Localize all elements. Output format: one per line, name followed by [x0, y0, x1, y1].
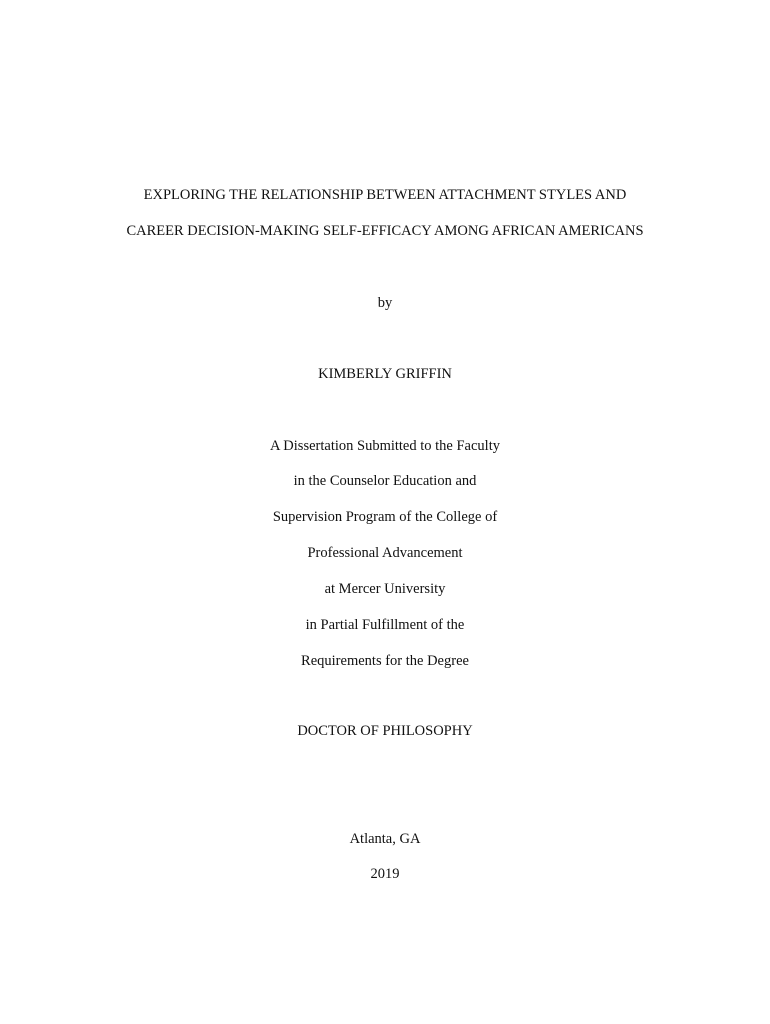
- author-name: KIMBERLY GRIFFIN: [318, 366, 452, 382]
- location: Atlanta, GA: [349, 831, 421, 847]
- title-line-1: EXPLORING THE RELATIONSHIP BETWEEN ATTACHMENT STYLES AND: [143, 187, 627, 203]
- submission-line-6: in Partial Fulfillment of the: [305, 617, 465, 633]
- by-label: by: [377, 295, 393, 311]
- submission-line-5: at Mercer University: [324, 581, 446, 597]
- submission-line-1: A Dissertation Submitted to the Faculty: [270, 438, 500, 454]
- submission-line-3: Supervision Program of the College of: [272, 509, 498, 525]
- submission-line-4: Professional Advancement: [307, 545, 463, 561]
- year: 2019: [370, 866, 400, 882]
- submission-line-7: Requirements for the Degree: [301, 653, 469, 669]
- title-line-2: CAREER DECISION-MAKING SELF-EFFICACY AMONG AFRICAN AMERICANS: [126, 223, 644, 239]
- degree-name: DOCTOR OF PHILOSOPHY: [297, 723, 473, 739]
- submission-line-2: in the Counselor Education and: [293, 473, 477, 489]
